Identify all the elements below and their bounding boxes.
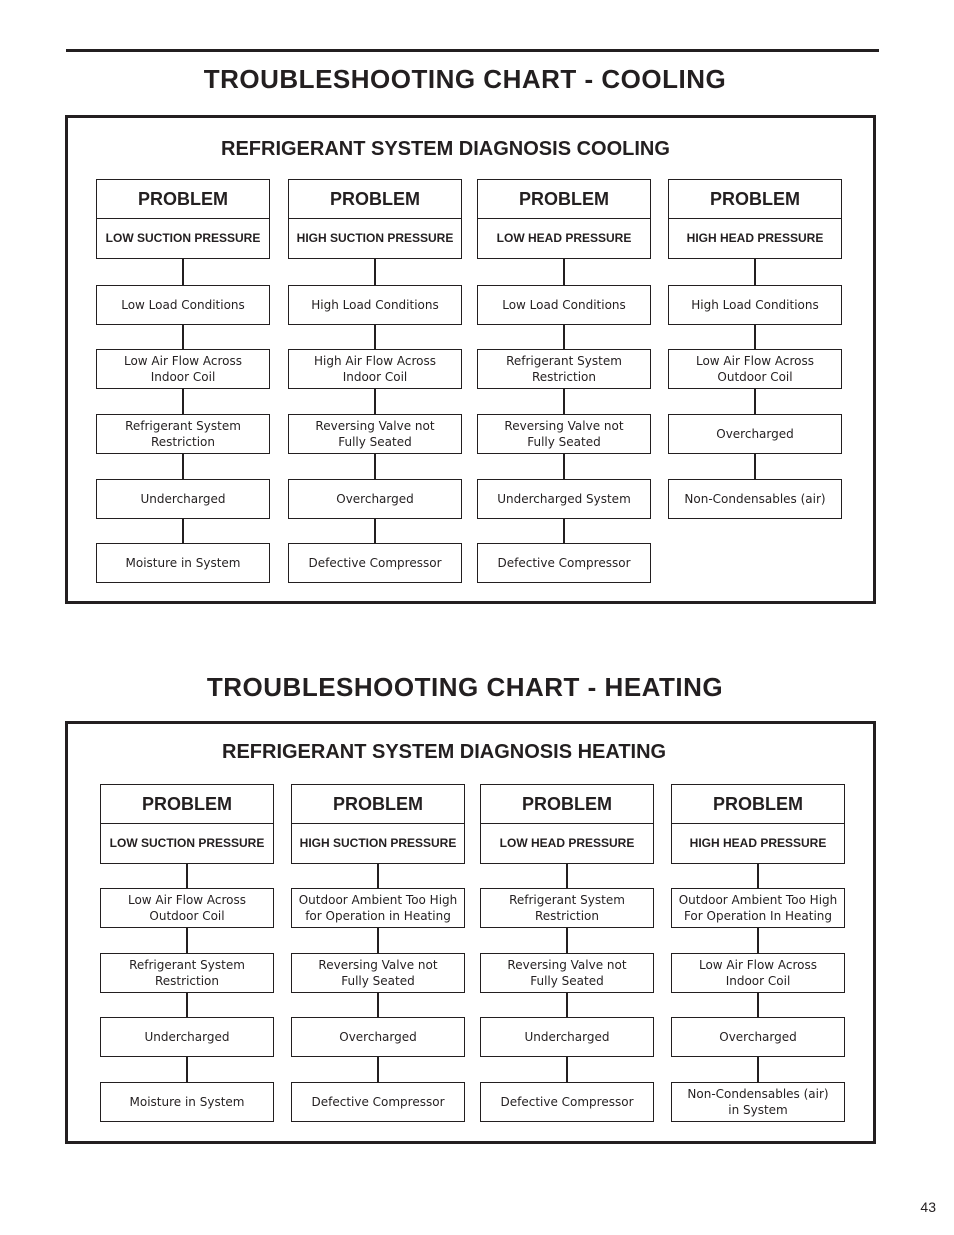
connector-line (563, 389, 565, 414)
problem-header: PROBLEM (97, 180, 269, 219)
cause-box: Outdoor Ambient Too High For Operation In Heating (671, 888, 845, 928)
cause-box: Non-Condensables (air) in System (671, 1082, 845, 1122)
problem-header: PROBLEM (292, 785, 464, 824)
cause-box: Defective Compressor (291, 1082, 465, 1122)
connector-line (377, 864, 379, 888)
connector-line (377, 993, 379, 1017)
cause-box: Undercharged System (477, 479, 651, 519)
problem-label: LOW SUCTION PRESSURE (105, 231, 261, 245)
problem-header: PROBLEM (478, 180, 650, 219)
cause-box: High Air Flow Across Indoor Coil (288, 349, 462, 389)
problem-header: PROBLEM (669, 180, 841, 219)
connector-line (374, 519, 376, 543)
cause-box: Refrigerant System Restriction (96, 414, 270, 454)
problem-box (477, 179, 651, 259)
cooling-subtitle: REFRIGERANT SYSTEM DIAGNOSIS COOLING (221, 138, 670, 160)
problem-label: HIGH SUCTION PRESSURE (299, 836, 457, 850)
connector-line (182, 259, 184, 285)
cause-box: Low Air Flow Across Indoor Coil (671, 953, 845, 993)
problem-header: PROBLEM (481, 785, 653, 824)
connector-line (566, 993, 568, 1017)
connector-line (182, 325, 184, 349)
connector-line (374, 389, 376, 414)
connector-line (186, 928, 188, 953)
problem-box (288, 179, 462, 259)
connector-line (754, 389, 756, 414)
connector-line (566, 864, 568, 888)
cause-box: Overcharged (291, 1017, 465, 1057)
problem-header: PROBLEM (672, 785, 844, 824)
connector-line (757, 864, 759, 888)
connector-line (754, 259, 756, 285)
cause-box: Undercharged (96, 479, 270, 519)
cause-box: Refrigerant System Restriction (477, 349, 651, 389)
cause-box: Moisture in System (96, 543, 270, 583)
connector-line (754, 325, 756, 349)
connector-line (377, 928, 379, 953)
problem-box (96, 179, 270, 259)
cause-box: Refrigerant System Restriction (480, 888, 654, 928)
cause-box: Low Load Conditions (96, 285, 270, 325)
problem-header: PROBLEM (289, 180, 461, 219)
connector-line (182, 454, 184, 479)
problem-label: LOW SUCTION PRESSURE (109, 836, 265, 850)
connector-line (757, 993, 759, 1017)
connector-line (563, 454, 565, 479)
problem-box (480, 784, 654, 864)
cause-box: Low Load Conditions (477, 285, 651, 325)
connector-line (563, 259, 565, 285)
cause-box: High Load Conditions (288, 285, 462, 325)
heating-subtitle: REFRIGERANT SYSTEM DIAGNOSIS HEATING (222, 741, 667, 763)
connector-line (377, 1057, 379, 1082)
problem-box (671, 784, 845, 864)
cause-box: Overcharged (668, 414, 842, 454)
cause-box: Refrigerant System Restriction (100, 953, 274, 993)
problem-box (668, 179, 842, 259)
cause-box: Moisture in System (100, 1082, 274, 1122)
top-rule (66, 49, 879, 52)
connector-line (374, 259, 376, 285)
cause-box: Overcharged (288, 479, 462, 519)
cause-box: Reversing Valve not Fully Seated (477, 414, 651, 454)
page-number: 43 (920, 1199, 936, 1215)
cause-box: Reversing Valve not Fully Seated (480, 953, 654, 993)
cause-box: Outdoor Ambient Too High for Operation in Heating (291, 888, 465, 928)
cause-box: Low Air Flow Across Indoor Coil (96, 349, 270, 389)
problem-label: LOW HEAD PRESSURE (496, 231, 632, 245)
heating-title: TROUBLESHOOTING CHART - HEATING (206, 672, 724, 702)
cause-box: Low Air Flow Across Outdoor Coil (100, 888, 274, 928)
connector-line (757, 1057, 759, 1082)
connector-line (757, 928, 759, 953)
problem-header: PROBLEM (101, 785, 273, 824)
connector-line (182, 389, 184, 414)
cause-box: Non-Condensables (air) (668, 479, 842, 519)
cause-box: Reversing Valve not Fully Seated (288, 414, 462, 454)
connector-line (566, 1057, 568, 1082)
connector-line (182, 519, 184, 543)
connector-line (186, 864, 188, 888)
cause-box: Undercharged (480, 1017, 654, 1057)
connector-line (374, 325, 376, 349)
problem-label: HIGH SUCTION PRESSURE (296, 231, 454, 245)
problem-label: HIGH HEAD PRESSURE (686, 231, 824, 245)
cause-box: Overcharged (671, 1017, 845, 1057)
cause-box: High Load Conditions (668, 285, 842, 325)
problem-label: LOW HEAD PRESSURE (499, 836, 635, 850)
cause-box: Defective Compressor (477, 543, 651, 583)
cause-box: Low Air Flow Across Outdoor Coil (668, 349, 842, 389)
cooling-title: TROUBLESHOOTING CHART - COOLING (203, 64, 727, 94)
connector-line (374, 454, 376, 479)
problem-box (100, 784, 274, 864)
connector-line (186, 993, 188, 1017)
problem-box (291, 784, 465, 864)
connector-line (754, 454, 756, 479)
connector-line (563, 519, 565, 543)
connector-line (563, 325, 565, 349)
connector-line (186, 1057, 188, 1082)
connector-line (566, 928, 568, 953)
cause-box: Reversing Valve not Fully Seated (291, 953, 465, 993)
problem-label: HIGH HEAD PRESSURE (689, 836, 827, 850)
cause-box: Defective Compressor (480, 1082, 654, 1122)
cause-box: Undercharged (100, 1017, 274, 1057)
cause-box: Defective Compressor (288, 543, 462, 583)
